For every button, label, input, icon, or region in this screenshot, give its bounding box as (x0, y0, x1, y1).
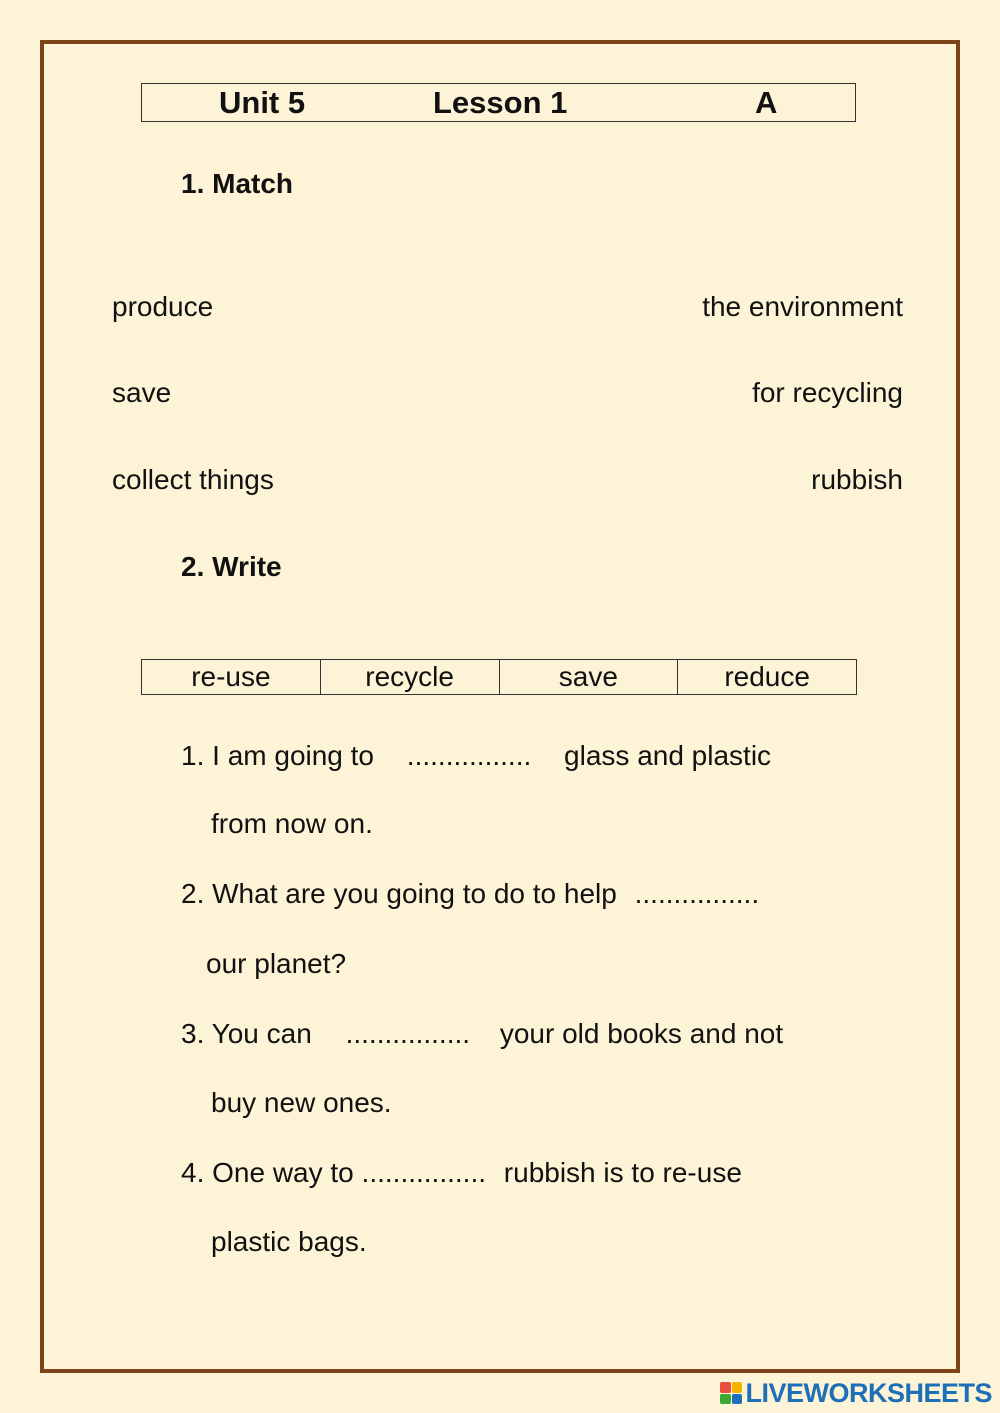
match-heading: 1. Match (181, 168, 294, 199)
word-bank (141, 659, 857, 695)
question-3-line1 (181, 1018, 783, 1050)
question-text: 1. I am going to (181, 740, 382, 771)
word-bank-item: save (500, 660, 679, 694)
question-3-line2: buy new ones. (211, 1087, 392, 1118)
question-text: your old books and not (492, 1018, 784, 1049)
word-bank-item: recycle (321, 660, 500, 694)
word-bank-item: re-use (142, 660, 321, 694)
unit-label: Unit 5 (219, 85, 306, 120)
match-left-item[interactable]: collect things (112, 464, 274, 495)
match-right-item[interactable]: rubbish (811, 464, 903, 495)
question-4-line1 (181, 1157, 742, 1189)
match-left-item[interactable]: save (112, 377, 172, 408)
title-box (141, 83, 856, 122)
answer-blank[interactable]: ................ (361, 1157, 487, 1188)
question-text: 3. You can (181, 1018, 320, 1049)
lesson-label: Lesson 1 (433, 85, 568, 120)
answer-blank[interactable]: ................ (345, 1018, 471, 1049)
liveworksheets-logo-icon (720, 1382, 742, 1404)
match-left-item[interactable]: produce (112, 291, 214, 322)
match-right-item[interactable]: the environment (702, 291, 903, 322)
question-1-line2: from now on. (211, 808, 373, 839)
question-1-line1 (181, 740, 771, 772)
write-heading: 2. Write (181, 551, 282, 582)
question-4-line2: plastic bags. (211, 1226, 367, 1257)
question-text: 4. One way to (181, 1157, 362, 1188)
logo-text: LIVEWORKSHEETS (745, 1377, 992, 1408)
match-right-item[interactable]: for recycling (752, 377, 903, 408)
question-text: glass and plastic (556, 740, 772, 771)
question-2-line2: our planet? (206, 948, 347, 979)
question-2-line1 (181, 878, 759, 910)
answer-blank[interactable]: ................ (406, 740, 532, 771)
question-text: 2. What are you going to do to help (181, 878, 625, 909)
word-bank-item: reduce (724, 661, 810, 692)
answer-blank[interactable]: ................ (634, 878, 760, 909)
level-label: A (755, 85, 778, 120)
liveworksheets-logo[interactable] (720, 1379, 992, 1407)
question-text: rubbish is to re-use (496, 1157, 742, 1188)
